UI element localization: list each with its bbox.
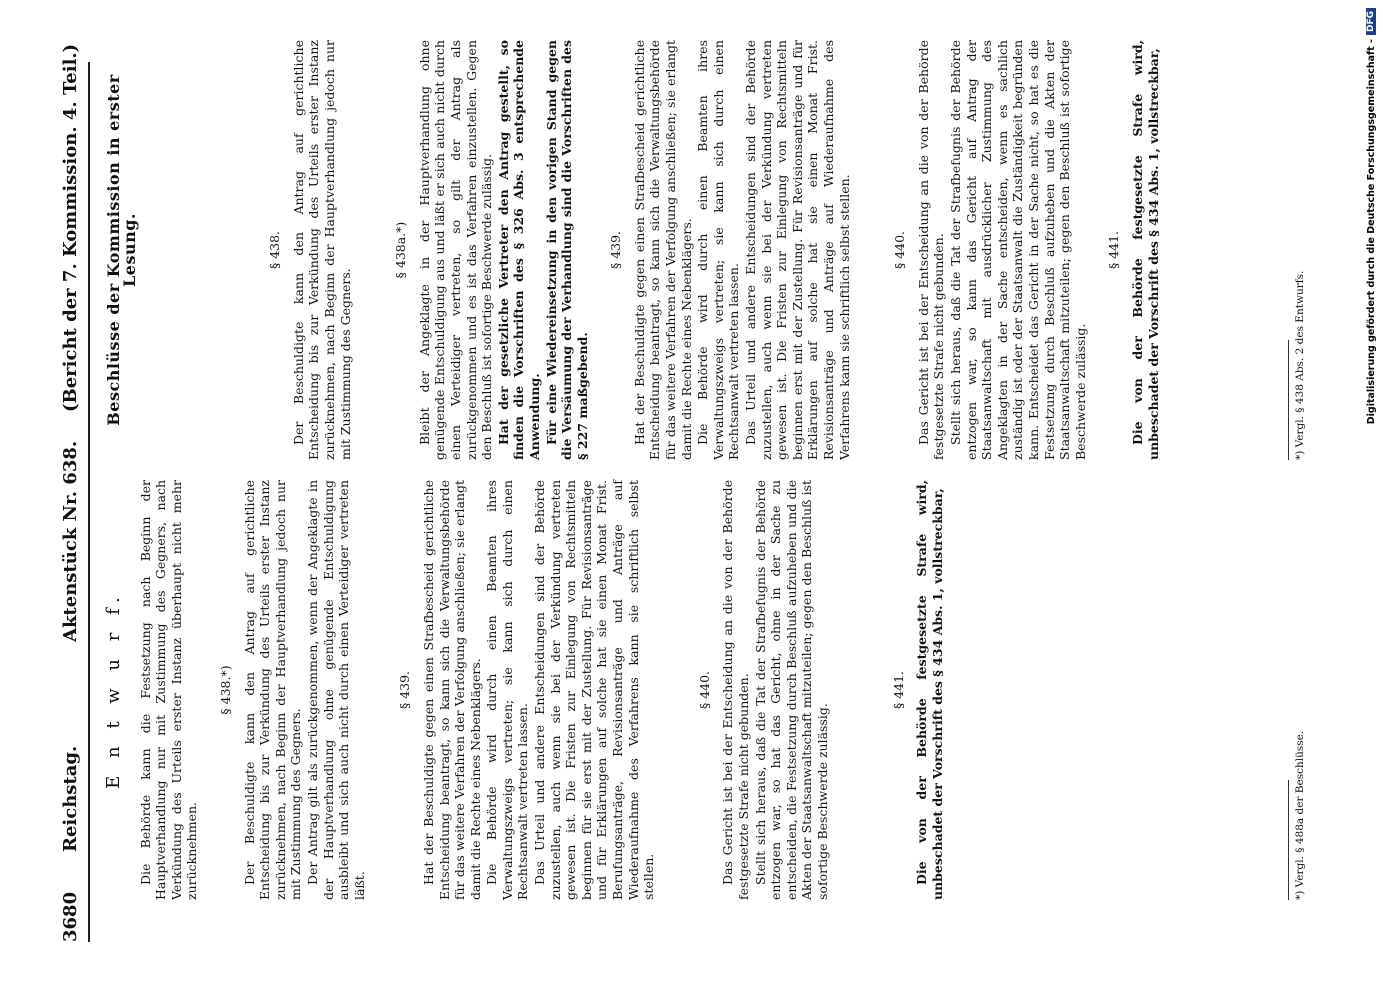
left-s439-p3: Das Urteil und andere Entscheidungen sind der Behörde zuzustellen, auch wenn sie bei der Verkündung vertreten gewesen ist. Die Fristen zur Einlegung von Rechtsmitteln beginnen für sie erst mit der Zustellung. Für Revisionsanträge und für Erklärungen auf solche hat sie einen Monat Frist. Berufungsanträge, Revisionsanträge und Anträge auf Wiederaufnahme des Verfahrens kann sie schriftlich selbst stellen. (532, 480, 657, 900)
right-s439-p3: Das Urteil und andere Entscheidungen sind der Behörde zuzustellen, auch wenn sie bei der Verkündung vertreten gewesen ist. Die Fristen zur Einlegung von Rechtsmitteln beginnen erst mit der Zustellung. Für Revisionsanträge und für Erklärungen auf solche hat sie einen Monat Frist. Revisionsanträge und Anträge auf Wiederaufnahme des Verfahrens kann sie schriftlich selbst stellen. (743, 40, 852, 460)
left-s439-p1: Hat der Beschuldigte gegen einen Strafbescheid gerichtliche Entscheidung beantragt, so kann sich die Verwaltungsbehörde für das weitere Verfahren der Verfolgung anschließen; sie erlangt damit die Rechte eines Nebenklägers. (420, 480, 483, 900)
left-s438-heading: § 438.*) (217, 665, 233, 715)
digitization-credit (1362, 8, 1380, 992)
left-s440-p1: Das Gericht ist bei der Entscheidung an die von der Behörde festgesetzte Strafe nicht gebunden. (720, 480, 751, 900)
left-s440-p2: Stellt sich heraus, daß die Tat der Strafbefugnis der Behörde entzogen war, so hat das Gericht, ohne in der Sache zu entscheiden, die Festsetzung durch Beschluß aufzuheben und die Akten der Staatsanwaltschaft mitzuteilen; gegen den Beschluß ist sofortige Beschwerde zulässig. (752, 480, 830, 900)
credit-text: Digitalisierung gefördert durch die Deutsche Forschungsgemeinschaft - (1365, 39, 1377, 425)
header-right-title: (Bericht der 7. Kommission. 4. Teil.) (60, 43, 81, 412)
right-s441-heading: § 441. (1106, 230, 1122, 270)
right-s440-heading: § 440. (892, 230, 908, 270)
left-s438-p2: Der Antrag gilt als zurückgenommen, wenn der Angeklagte in der Hauptverhandlung ohne genügende Entschuldigung ausbleibt und sich auch nicht durch einen Verteidiger vertreten läßt. (304, 480, 367, 900)
right-s439-p1: Hat der Beschuldigte gegen einen Strafbescheid gerichtliche Entscheidung beantragt, so kann sich die Verwaltungsbehörde für das weitere Verfahren der Verfolgung anschließen; sie erlangt damit die Rechte eines Nebenklägers. (631, 40, 694, 460)
left-column-heading: E n t w u r f. (103, 591, 124, 789)
right-s439-heading: § 439. (608, 230, 624, 270)
right-s438a-p1: Bleibt der Angeklagte in der Hauptverhandlung ohne genügende Entschuldigung aus und läßt er sich auch nicht durch einen Verteidiger vertreten, so gilt der Antrag als zurückgenommen und es ist das Verfahren einzustellen. Gegen den Beschluß ist sofortige Beschwerde zulässig. (416, 40, 495, 460)
header-center-title: Aktenstück Nr. 638. (60, 440, 81, 642)
left-footnote: *) Vergl. § 488a der Beschlüsse. (1294, 730, 1306, 900)
page-number: 3680 (60, 891, 81, 942)
left-s441-p1: Die von der Behörde festgesetzte Strafe wird, unbeschadet der Vorschrift des § 434 Abs. 1, vollstreckbar, (914, 480, 945, 900)
right-footnote: *) Vergl. § 438 Abs. 2 des Entwurfs. (1294, 270, 1306, 460)
right-column-heading: Beschlüsse der Kommission in erster Lesung. (104, 74, 139, 426)
right-s438-heading: § 438. (267, 230, 283, 270)
right-s438-p1: Der Beschuldigte kann den Antrag auf gerichtliche Entscheidung bis zur Verkündung des Urteils erster Instanz zurücknehmen, nach Beginn der Hauptverhandlung jedoch nur mit Zustimmung des Gegners. (290, 40, 353, 460)
left-intro: Die Behörde kann die Festsetzung nach Beginn der Hauptverhandlung nur mit Zustimmung des Gegners, nach Verkündung des Urteils erster Instanz überhaupt nicht mehr zurücknehmen. (137, 480, 200, 900)
right-column (100, 40, 1162, 460)
left-s439-p2: Die Behörde wird durch einen Beamten ihres Verwaltungszweigs vertreten; sie kann sich durch einen Rechtsanwalt vertreten lassen. (484, 480, 531, 900)
running-header (58, 43, 90, 942)
right-s441-p1: Die von der Behörde festgesetzte Strafe wird, unbeschadet der Vorschrift des § 434 Abs. 1, vollstreckbar, (1129, 40, 1161, 460)
left-s438-p1: Der Beschuldigte kann den Antrag auf gerichtliche Entscheidung bis zur Verkündung des Urteils erster Instanz zurücknehmen, nach Beginn der Hauptverhandlung jedoch nur mit Zustimmung des Gegners. (241, 480, 304, 900)
dfg-logo: DFG (1366, 8, 1376, 35)
right-s438a-p2: Hat der gesetzliche Vertreter den Antrag gestellt, so finden die Vorschriften des § 326 Abs. 3 entsprechende Anwendung. (495, 40, 542, 460)
left-s440-heading: § 440. (696, 670, 712, 710)
right-s438a-p3: Für eine Wiedereinsetzung in den vorigen Stand gegen die Versäumung der Verhandlung sind die Vorschriften des § 227 maßgebend. (543, 40, 590, 460)
right-footnote-rule (1288, 340, 1289, 460)
right-s440-p1: Das Gericht ist bei der Entscheidung an die von der Behörde festgesetzte Strafe nicht gebunden. (915, 40, 947, 460)
left-s441-heading: § 441. (890, 670, 906, 710)
right-s438a-heading: § 438a.*) (393, 221, 409, 279)
header-left-title: Reichstag. (60, 745, 81, 852)
right-s439-p2: Die Behörde wird durch einen Beamten ihres Verwaltungszweigs vertreten; sie kann sich durch einen Rechtsanwalt vertreten lassen. (695, 40, 742, 460)
left-s439-heading: § 439. (397, 670, 413, 710)
left-footnote-rule (1288, 780, 1289, 900)
right-s440-p2: Stellt sich heraus, daß die Tat der Strafbefugnis der Behörde entzogen war, so kann das Gericht auf Antrag der Staatsanwaltschaft mit ausdrücklicher Zustimmung des Angeklagten in der Sache entscheiden, wenn es sachlich zuständig ist oder der Staatsanwalt die Zuständigkeit begründen kann. Entscheidet das Gericht in der Sache nicht, so hat es die Festsetzung durch Beschluß aufzuheben und die Akten der Staatsanwaltschaft mitzuteilen; gegen den Beschluß ist sofortige Beschwerde zulässig. (947, 40, 1088, 460)
left-column (100, 480, 946, 900)
